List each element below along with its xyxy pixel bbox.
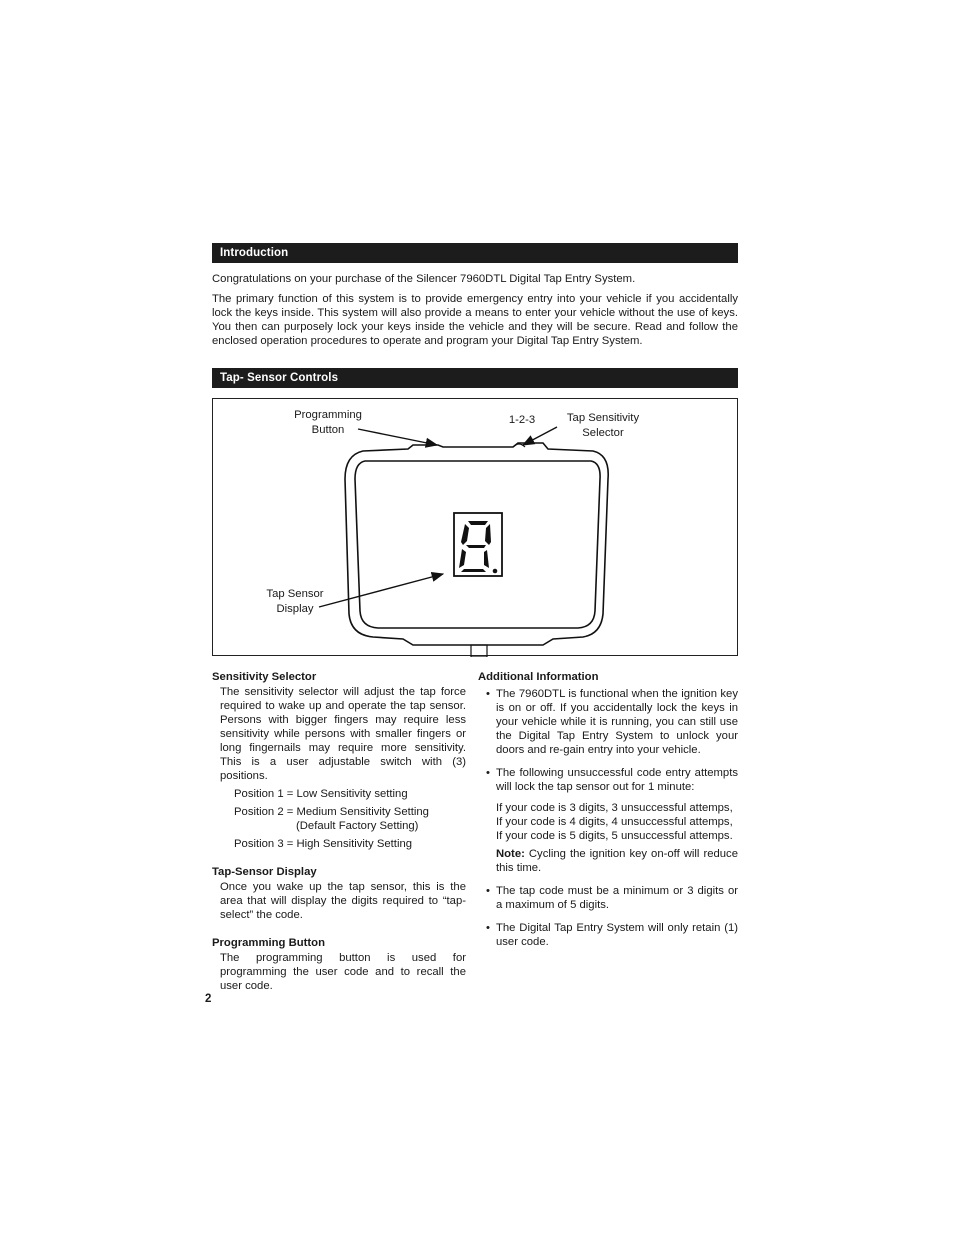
tap-sensor-display-text: Once you wake up the tap sensor, this is the area that will display the digits required to “tap-select” the code. (220, 881, 466, 921)
right-column (478, 670, 738, 949)
position-1: Position 1 = Low Sensitivity setting (234, 788, 408, 800)
code-attempts-3: If your code is 3 digits, 3 unsuccessful attemps, (496, 802, 733, 814)
sensitivity-selector-heading: Sensitivity Selector (212, 671, 317, 683)
tap-sensor-controls-heading: Tap- Sensor Controls (212, 368, 738, 388)
intro-paragraph-1: Congratulations on your purchase of the Silencer 7960DTL Digital Tap Entry System. (212, 273, 636, 285)
bottom-connector (471, 645, 487, 657)
programming-button-label: Programming Button (294, 409, 362, 436)
code-attempts-5: If your code is 5 digits, 5 unsuccessful attemps. (496, 830, 733, 842)
tap-sensitivity-selector-label: Tap Sensitivity Selector (566, 412, 640, 439)
info-bullet-1: • The 7960DTL is functional when the ignition key is on or off. If you accidentally lock the keys in your vehicle while it is running, you can still use the Digital Tap Entry System to unlock your doors and re-gain entry into your vehicle. (486, 688, 738, 756)
programming-button-text: The programming button is used for programming the user code and to recall the user code. (220, 952, 466, 992)
position-2: Position 2 = Medium Sensitivity Setting (234, 806, 429, 818)
position-2-note: (Default Factory Setting) (296, 820, 419, 832)
left-column (212, 670, 466, 993)
info-bullet-4: • The Digital Tap Entry System will only retain (1) user code. (486, 922, 738, 948)
additional-information-heading: Additional Information (478, 671, 599, 683)
position-3: Position 3 = High Sensitivity Setting (234, 838, 413, 850)
introduction-heading: Introduction (212, 243, 738, 263)
note: Note: Cycling the ignition key on-off will reduce this time. (496, 848, 738, 874)
tap-sensor-display-label: Tap Sensor Display (266, 588, 324, 615)
page-number: 2 (205, 993, 212, 1005)
info-bullet-2: • The following unsuccessful code entry attempts will lock the tap sensor out for 1 minute: (486, 767, 738, 793)
selector-positions-label: 1-2-3 (508, 414, 536, 426)
display-arrow (319, 574, 443, 607)
code-attempts-4: If your code is 4 digits, 4 unsuccessful attemps, (496, 816, 733, 828)
tap-sensor-diagram (212, 398, 738, 656)
programming-button-heading: Programming Button (212, 937, 325, 949)
sensitivity-selector-text: The sensitivity selector will adjust the tap force required to wake up and operate the tap sensor. Persons with bigger fingers may require less sensitivity while persons with smaller fingers or long fingernails may require more sensitivity. This is a user adjustable switch with (3) positions. (220, 686, 466, 782)
tap-sensor-display-heading: Tap-Sensor Display (212, 866, 317, 878)
intro-paragraph-2: The primary function of this system is to provide emergency entry into your vehicle if you accidentally lock the keys inside. This system will also provide a means to enter your vehicle without the use of keys. You then can purposely lock your keys inside the vehicle and they will be secure. Read and follow the enclosed operation procedures to operate and program your Digital Tap Entry System. (212, 293, 738, 347)
info-bullet-3: • The tap code must be a minimum or 3 digits or a maximum of 5 digits. (486, 885, 738, 911)
